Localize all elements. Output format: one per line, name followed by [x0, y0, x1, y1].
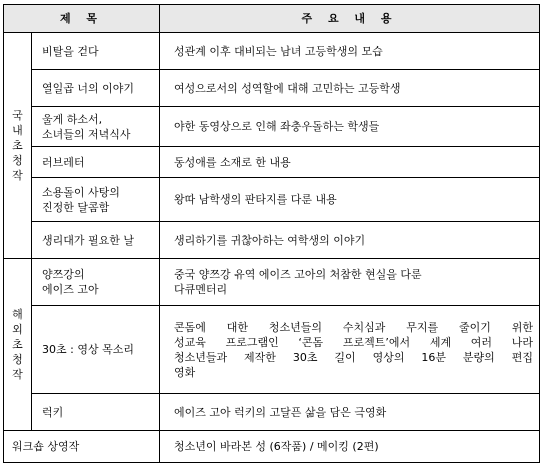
film-summary-multiline — [174, 320, 533, 365]
workshop-summary: 청소년이 바라본 성 (6작품) / 메이킹 (2편) — [160, 431, 540, 463]
film-title: 럭키 — [32, 394, 160, 431]
film-title: 생리대가 필요한 날 — [32, 222, 160, 259]
table-row — [4, 107, 540, 147]
table-row — [4, 222, 540, 259]
film-title: 비탈을 걷다 — [32, 33, 160, 70]
film-summary: 왕따 남학생의 판타지를 다룬 내용 — [160, 178, 540, 222]
film-title: 30초 : 영상 목소리 — [32, 306, 160, 394]
table-row — [4, 259, 540, 306]
table-row — [4, 147, 540, 178]
film-title: 울게 하소서, 소녀들의 저녁식사 — [32, 107, 160, 147]
table-row — [4, 178, 540, 222]
program-table — [3, 4, 540, 463]
table-row-footer — [4, 431, 540, 463]
film-title: 양쯔강의 에이즈 고아 — [32, 259, 160, 306]
film-title: 러브레터 — [32, 147, 160, 178]
film-summary: 야한 동영상으로 인해 좌충우돌하는 학생들 — [160, 107, 540, 147]
film-title: 소용돌이 사탕의 진정한 달콤함 — [32, 178, 160, 222]
film-title: 열일곱 너의 이야기 — [32, 70, 160, 107]
group-label-domestic: 국내초청작 — [4, 33, 32, 259]
film-summary: 에이즈 고아 럭키의 고달픈 삶을 담은 극영화 — [160, 394, 540, 431]
workshop-title: 워크숍 상영작 — [4, 431, 160, 463]
table-row — [4, 306, 540, 394]
table-row — [4, 33, 540, 70]
summary-line: 콘돔에 대한 청소년들의 수치심과 무지를 줄이기 위한 — [174, 320, 533, 334]
film-summary — [160, 306, 540, 394]
film-summary: 여성으로서의 성역할에 대해 고민하는 고등학생 — [160, 70, 540, 107]
summary-line: 청소년들과 제작한 30초 길이 영상의 16분 분량의 편집 — [174, 350, 533, 364]
header-row — [4, 5, 540, 33]
film-summary: 성관계 이후 대비되는 남녀 고등학생의 모습 — [160, 33, 540, 70]
table-row — [4, 394, 540, 431]
title-column-header: 제 목 — [4, 5, 160, 33]
summary-line: 영화 — [174, 365, 196, 379]
film-summary: 동성애를 소재로 한 내용 — [160, 147, 540, 178]
table-row — [4, 70, 540, 107]
content-column-header: 주 요 내 용 — [160, 5, 540, 33]
summary-line: 성교육 프로그램인 ‘콘돔 프로젝트’에서 세계 여러 나라 — [174, 335, 533, 349]
film-summary: 생리하기를 귀찮아하는 여학생의 이야기 — [160, 222, 540, 259]
film-summary: 중국 양쯔강 유역 에이즈 고아의 처참한 현실을 다룬 다큐멘터리 — [160, 259, 540, 306]
group-label-overseas: 해외초청작 — [4, 259, 32, 431]
